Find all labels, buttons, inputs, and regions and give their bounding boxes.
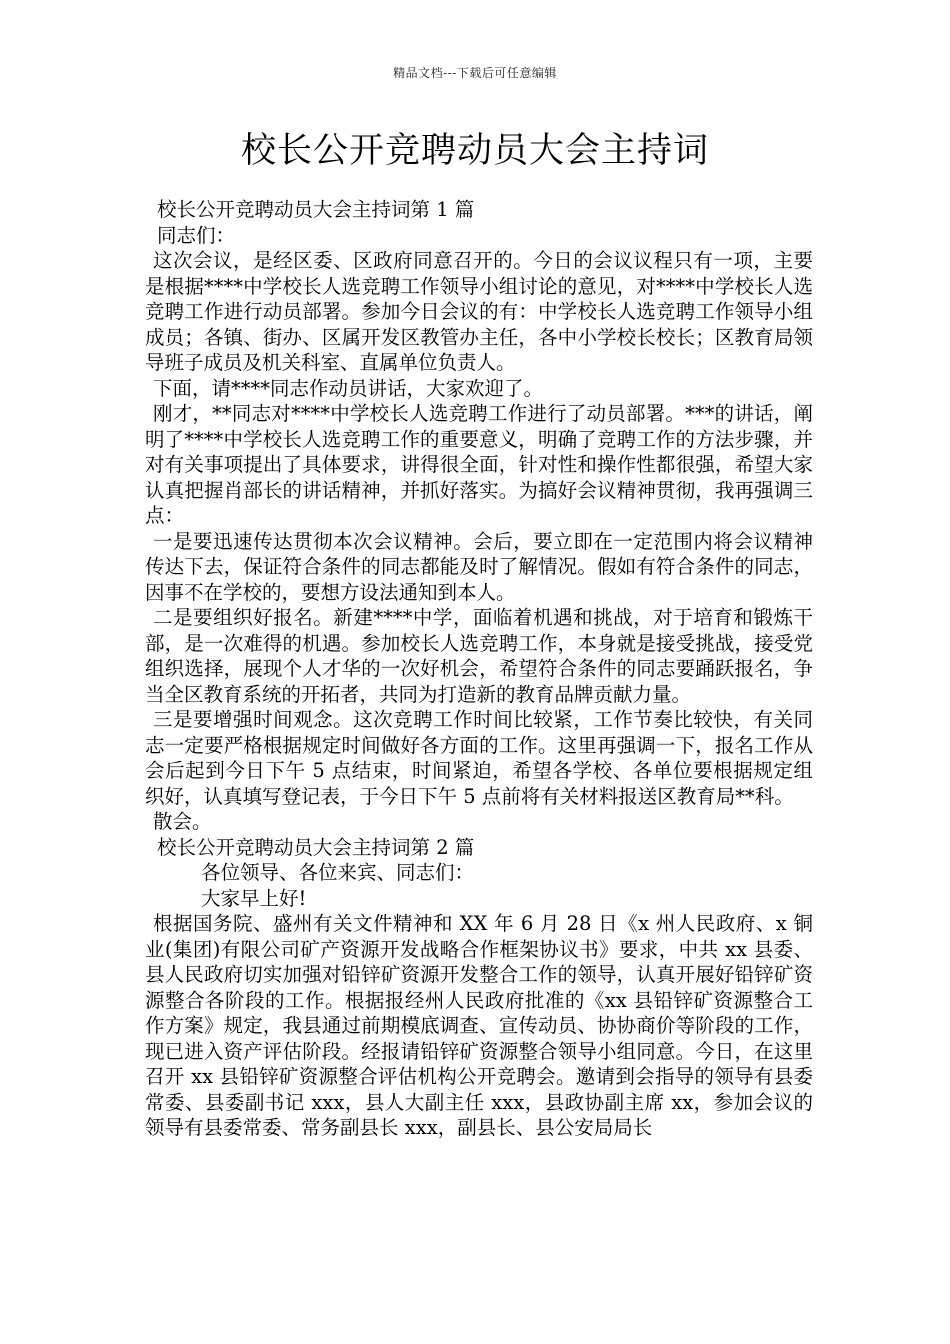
- document-title: 校长公开竞聘动员大会主持词: [240, 131, 709, 171]
- closing: 散会。: [153, 810, 212, 833]
- document-body: [145, 197, 813, 1141]
- paragraph: 根据国务院、盛州有关文件精神和 XX 年 6 月 28 日《x 州人民政府、x 铜业(集团)有限公司矿产资源开发战略合作框架协议书》要求，中共 xx 县委、县人民政府切实加强对铅锌矿资源开发整合工作的领导，认真开展好铅锌矿资源整合各阶段的工作。根据报经州人民政府批准的《xx 县铅锌矿资源整合工作方案》规定，我县通过前期模底调查、宣传动员、协协商价等阶段的工作，现已进入资产评估阶段。经报请铅锌矿资源整合领导小组同意。今日，在这里召开 xx 县铅锌矿资源整合评估机构公开竞聘会。邀请到会指导的领导有县委常委、县委副书记 xxx，县人大副主任 xxx，县政协副主席 xx，参加会议的领导有县委常委、常务副县长 xxx，副县长、县公安局局长: [145, 912, 813, 1139]
- salutation: 各位领导、各位来宾、同志们：: [201, 861, 475, 884]
- paragraph: 这次会议，是经区委、区政府同意召开的。今日的会议议程只有一项，主要是根据****中学校长人选竞聘工作领导小组讨论的意见，对****中学校长人选竞聘工作进行动员部署。参加今日会议的有：中学校长人选竞聘工作领导小组成员；各镇、街办、区属开发区教管办主任，各中小学校长校长；区教育局领导班子成员及机关科室、直属单位负责人。: [145, 249, 813, 374]
- salutation: 同志们：: [157, 223, 236, 247]
- paragraph: 一是要迅速传达贯彻本次会议精神。会后，要立即在一定范围内将会议精神传达下去，保证符合条件的同志都能及时了解情况。假如有符合条件的同志，因事不在学校的，要想方设法通知到本人。: [145, 529, 813, 604]
- paragraph: 下面，请****同志作动员讲话，大家欢迎了。: [153, 376, 544, 400]
- greeting: 大家早上好!: [201, 886, 307, 910]
- paragraph: 二是要组织好报名。新建****中学，面临着机遇和挑战，对于培育和锻炼干部，是一次难得的机遇。参加校长人选竞聘工作，本身就是接受挑战，接受党组织选择，展现个人才华的一次好机会，希望符合条件的同志要踊跃报名，争当全区教育系统的开拓者，共同为打造新的教育品牌贡献力量。: [145, 606, 813, 706]
- paragraph: 刚才，**同志对****中学校长人选竞聘工作进行了动员部署。***的讲话，阐明了****中学校长人选竞聘工作的重要意义，明确了竞聘工作的方法步骤，并对有关事项提出了具体要求，讲得很全面，针对性和操作性都很强，希望大家认真把握肖部长的讲话精神，并抓好落实。为搞好会议精神贯彻，我再强调三点：: [145, 402, 813, 527]
- section-heading-1: 校长公开竞聘动员大会主持词第 1 篇: [157, 198, 475, 221]
- paragraph: 三是要增强时间观念。这次竞聘工作时间比较紧，工作节奏比较快，有关同志一定要严格根据规定时间做好各方面的工作。这里再强调一下，报名工作从会后起到今日下午 5 点结束，时间紧迫，希望各学校、各单位要根据规定组织好，认真填写登记表，于今日下午 5 点前将有关材料报送区教育局**科。: [145, 708, 813, 808]
- header-note: 精品文档---下载后可任意编辑: [393, 66, 557, 80]
- section-heading-2: 校长公开竞聘动员大会主持词第 2 篇: [157, 835, 475, 859]
